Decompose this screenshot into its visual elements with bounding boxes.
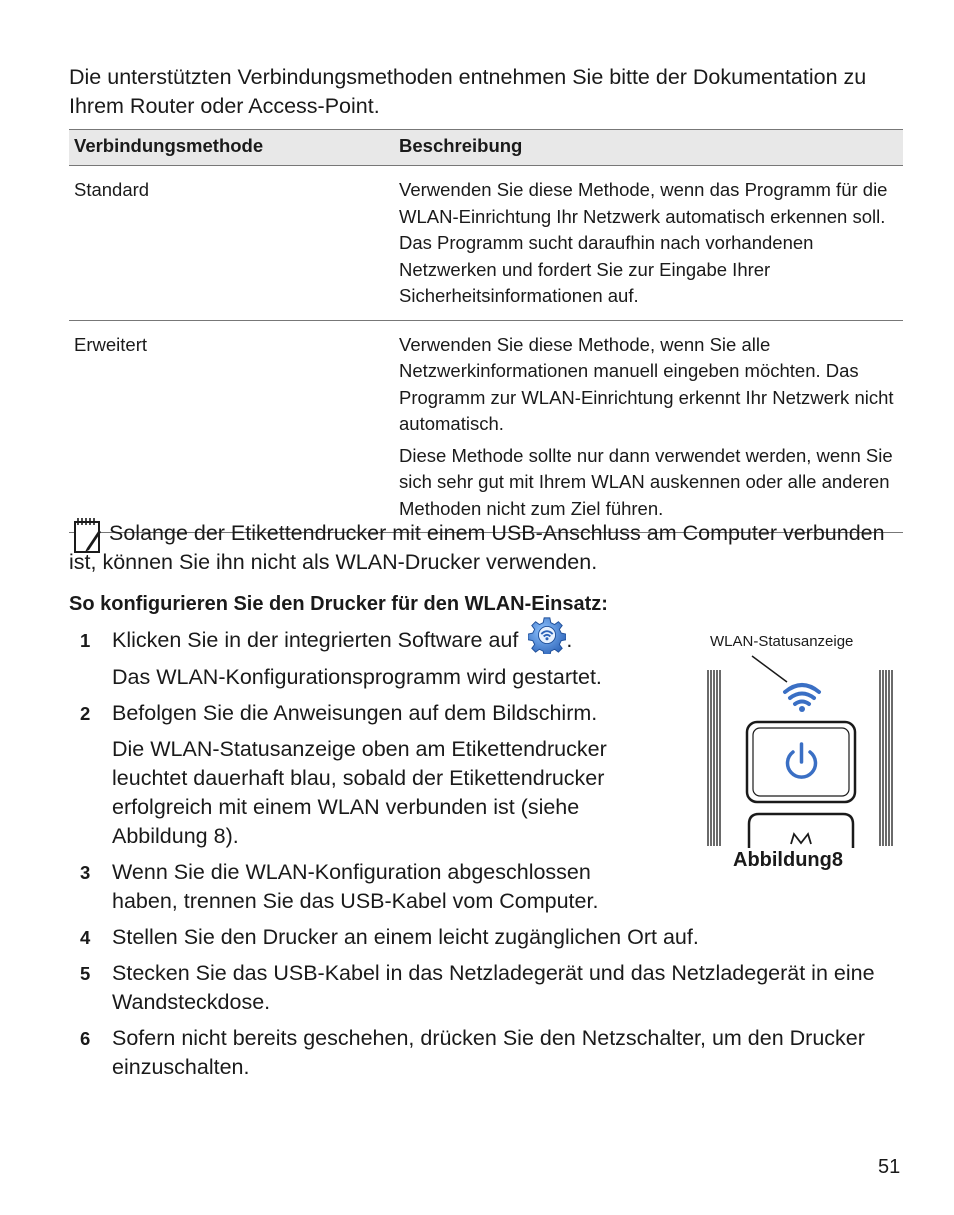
step-subtext: Das WLAN-Konfigurationsprogramm wird gestartet.	[112, 665, 602, 689]
step-number: 6	[80, 1028, 91, 1049]
step-text	[112, 626, 572, 655]
method-cell: Erweitert	[74, 333, 147, 355]
step-text: Befolgen Sie die Anweisungen auf dem Bildschirm.	[112, 701, 598, 725]
intro-paragraph: Die unterstützten Verbindungsmethoden entnehmen Sie bitte der Dokumentation zu Ihrem Router oder Access-Point.	[69, 65, 867, 118]
note-text: Solange der Etikettendrucker mit einem USB-Anschluss am Computer verbunden ist, können Sie ihn nicht als WLAN-Drucker verwenden.	[69, 521, 885, 574]
description-cell	[399, 321, 903, 533]
table-row	[69, 321, 903, 534]
step-text: Stellen Sie den Drucker an einem leicht zugänglichen Ort auf.	[112, 925, 699, 949]
figure-label: WLAN-Statusanzeige	[710, 633, 854, 650]
method-cell: Standard	[74, 179, 150, 200]
description-text: Verwenden Sie diese Methode, wenn das Programm für die WLAN-Einrichtung Ihr Netzwerk automatisch erkennen soll. Das Programm sucht daraufhin nach vorhandenen Netzwerken und fordert Sie zur Eingabe Ihrer Sicherheitsinformationen auf.	[399, 179, 888, 306]
step-label: Klicken Sie in der integrierten Software auf	[112, 628, 519, 652]
section-heading: So konfigurieren Sie den Drucker für den WLAN-Einsatz:	[69, 593, 608, 615]
step-number: 3	[80, 862, 91, 883]
wlan-settings-gear-icon[interactable]	[528, 616, 566, 654]
table-header	[69, 129, 903, 166]
connection-methods-table	[69, 129, 903, 533]
wifi-status-icon	[785, 685, 819, 712]
table-row	[69, 166, 903, 321]
step-number: 4	[80, 927, 91, 948]
step-label-end: .	[566, 628, 573, 652]
step-number: 1	[80, 630, 91, 651]
step-number: 5	[80, 963, 91, 984]
column-header-method: Verbindungsmethode	[74, 135, 264, 156]
step-text: Sofern nicht bereits geschehen, drücken Sie den Netzschalter, um den Drucker einzuschalten.	[112, 1026, 865, 1079]
step-number: 2	[80, 703, 91, 724]
column-header-description: Beschreibung	[399, 135, 523, 156]
step-text: Stecken Sie das USB-Kabel in das Netzladegerät und das Netzladegerät in eine Wandsteckdose.	[112, 961, 875, 1014]
printer-top-illustration	[705, 652, 897, 848]
description-text: Verwenden Sie diese Methode, wenn Sie alle Netzwerkinformationen manuell eingeben möchten. Das Programm zur WLAN-Einrichtung erkennt Ihr Netzwerk nicht automatisch.	[399, 333, 894, 434]
step-subtext: Die WLAN-Statusanzeige oben am Etikettendrucker leuchtet dauerhaft blau, sobald der Etikettendrucker erfolgreich mit einem WLAN verbunden ist (siehe Abbildung 8).	[112, 737, 607, 848]
page-number: 51	[878, 1156, 901, 1178]
figure-caption: Abbildung8	[733, 849, 843, 871]
description-text: Diese Methode sollte nur dann verwendet werden, wenn Sie sich sehr gut mit Ihrem WLAN auskennen oder alle anderen Methoden nicht zum Ziel führen.	[399, 444, 893, 519]
step-text: Wenn Sie die WLAN-Konfiguration abgeschlossen haben, trennen Sie das USB-Kabel vom Computer.	[112, 860, 599, 913]
description-cell	[399, 166, 903, 320]
